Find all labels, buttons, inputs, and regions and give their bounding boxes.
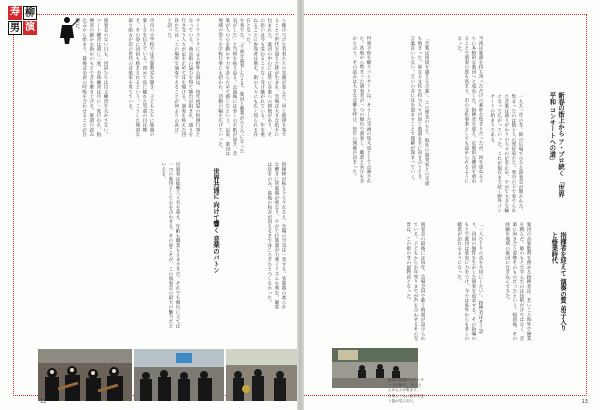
section-heading: 世界共通に 向けて響く 音楽のバトン	[212, 168, 219, 274]
page-number: 12	[40, 399, 47, 405]
body-text-column: 楽団の音楽監督を務める指揮者は、若いころ海外で修業を積んだ。師のもとで学んだのは技術だけではなく、音楽に向き合う姿勢そのものだったという。帰国後、その経験を地域の楽団に注ぎ込んできた。	[504, 222, 531, 341]
body-text-column: 演奏会のない日も、団員たちは自主練習を欠かさない。パート練習は週に二度、全体練習は月に一度行われ、指揮者の細かな指示のもとで音を磨き上げる。楽譜の読み込みから始まり、最後は全員の呼吸を合わせることが目標だ。	[74, 18, 108, 137]
body-text-column: 市内の小学校では音楽教室を開き、子どもたちに楽器の楽しさを伝えている。初めて弦に触れた児童の目は輝き、その姿に団員も励まされるという。こうした地道な取り組みが次の世代の音楽家を育てている。	[127, 18, 154, 137]
body-text-column: 一九九二年の冬、街の広場で小さな演奏会が開かれた。集まったのは数十人の愛好家たち。寒空の下で奏でられた音楽は通りがかりの人々の足を止め、やがて大きな輪となって広がっていった。これが現在まで続く野外コンサートの始まりである。	[489, 94, 523, 213]
body-text-column: 出演者は総勢八十名を超え、年齢も職業もさまざまだ。それでも舞台に立てば一つの楽団として心を合わせる。その姿こそが、この演奏会の最大の魅力だといえる。	[160, 162, 180, 329]
left-page	[0, 0, 297, 410]
orchestra-photo	[226, 349, 297, 401]
book-gutter	[297, 0, 304, 410]
page-number: 13	[581, 399, 588, 405]
section-heading: 新春の街上から ア・プロ続く 「世界平和 コンサートへの道」	[548, 92, 564, 198]
photo-caption: 新春の街頭でのコンサートの様子。 たくさんの人々が集まり、 音楽とともに新年を祝う姿が見られた。	[388, 378, 424, 403]
body-text-column: 「一人ひとりの音を大切にしたい」。指揮者はそう語り、団員の個性を生かした演奏を追求する。その指導のもとで楽団は着実に力をつけ、今では県外からも多くの聴衆が訪れるようになった。	[456, 222, 483, 341]
body-text-column: 演奏会の最後には毎年、会場全員で歌う時間が設けられている。子どもからお年寄りまでが声を合わせるその光景は、この街の冬の風物詩となった。	[405, 222, 425, 341]
body-text-column: ら駆けつけた若者たちの笑顔が並んだ。同じ旋律を奏でることで世代を超えた絆が生まれ、会場は大きな拍手に包まれた。楽団の中心には常に音楽への情熱があり、その思いは今も変わることなく受け継がれている。年を重ねるごとに参加者は増え、街の人々にも広く知られる存在となった。	[245, 18, 286, 137]
right-page	[304, 0, 600, 410]
orchestra-photo	[134, 349, 224, 401]
body-text-column: 指揮棒が振り下ろされると、会場の空気は一変する。弦楽器の柔らかな響きに管楽器が重なり、やがて打楽器が力強くリズムを刻む。観客は息をのみ、最後の和音が消えるまで身じろぎひとつしなかった。	[266, 162, 286, 310]
section-heading: 指揮者を迎えて 演奏の質 弟子入りと修業時代	[550, 232, 566, 331]
body-text-column: を奏でた。「千両を演奏したとき、楽員と聴衆がひとつになった気がした」と当時を振り返る。公演後には多くの手紙が届き、音楽が人の心を動かす力をあらためて感じたという。以来、楽団は地域の祭りや学校行事にも招かれ、活動の幅を広げていった。	[217, 18, 244, 156]
body-text-column: オーケストラによる野外公演は、毎年初夏の恒例行事となっている。商店街の協力を得て舞台が組まれ、通りを行き交う人々が足を止めて耳を傾ける。演奏を終えた団員たちは「この場所で演奏できることが何よりの喜び」と語った。	[166, 18, 200, 137]
body-text-column: 「音楽は国境を越える言葉」。この理念のもと、海外の演奏家との交流も始まった。異なる文化を持つ人々が同じ楽譜を手に向き合うとき、言葉はいらない。互いの音に耳を澄ますことで理解が深まっていく。	[409, 36, 429, 186]
body-text-column: 当初は楽器を持ち寄っただけの素朴な集まりだったが、回を重ねるうちに本格的な楽団へと成長した。指揮者を迎え、定期的な練習を重ねることで演奏の質も高まり、市の文化事業としても認められるようになった。	[456, 36, 483, 184]
body-text-column: 世界平和を願うコンサートは、そうした交流の集大成として企画された。各地から集まった演奏者が一つの舞台で演奏し、聴衆と喜びを分かち合う。その試みは大きな反響を呼び、毎年の開催が決まった。	[351, 36, 371, 184]
logo-char: 男	[10, 23, 20, 34]
logo-char: 寿	[10, 7, 20, 18]
logo-char: 柳	[25, 8, 35, 19]
orchestra-photo	[38, 349, 132, 401]
logo-char: 演	[25, 22, 35, 33]
